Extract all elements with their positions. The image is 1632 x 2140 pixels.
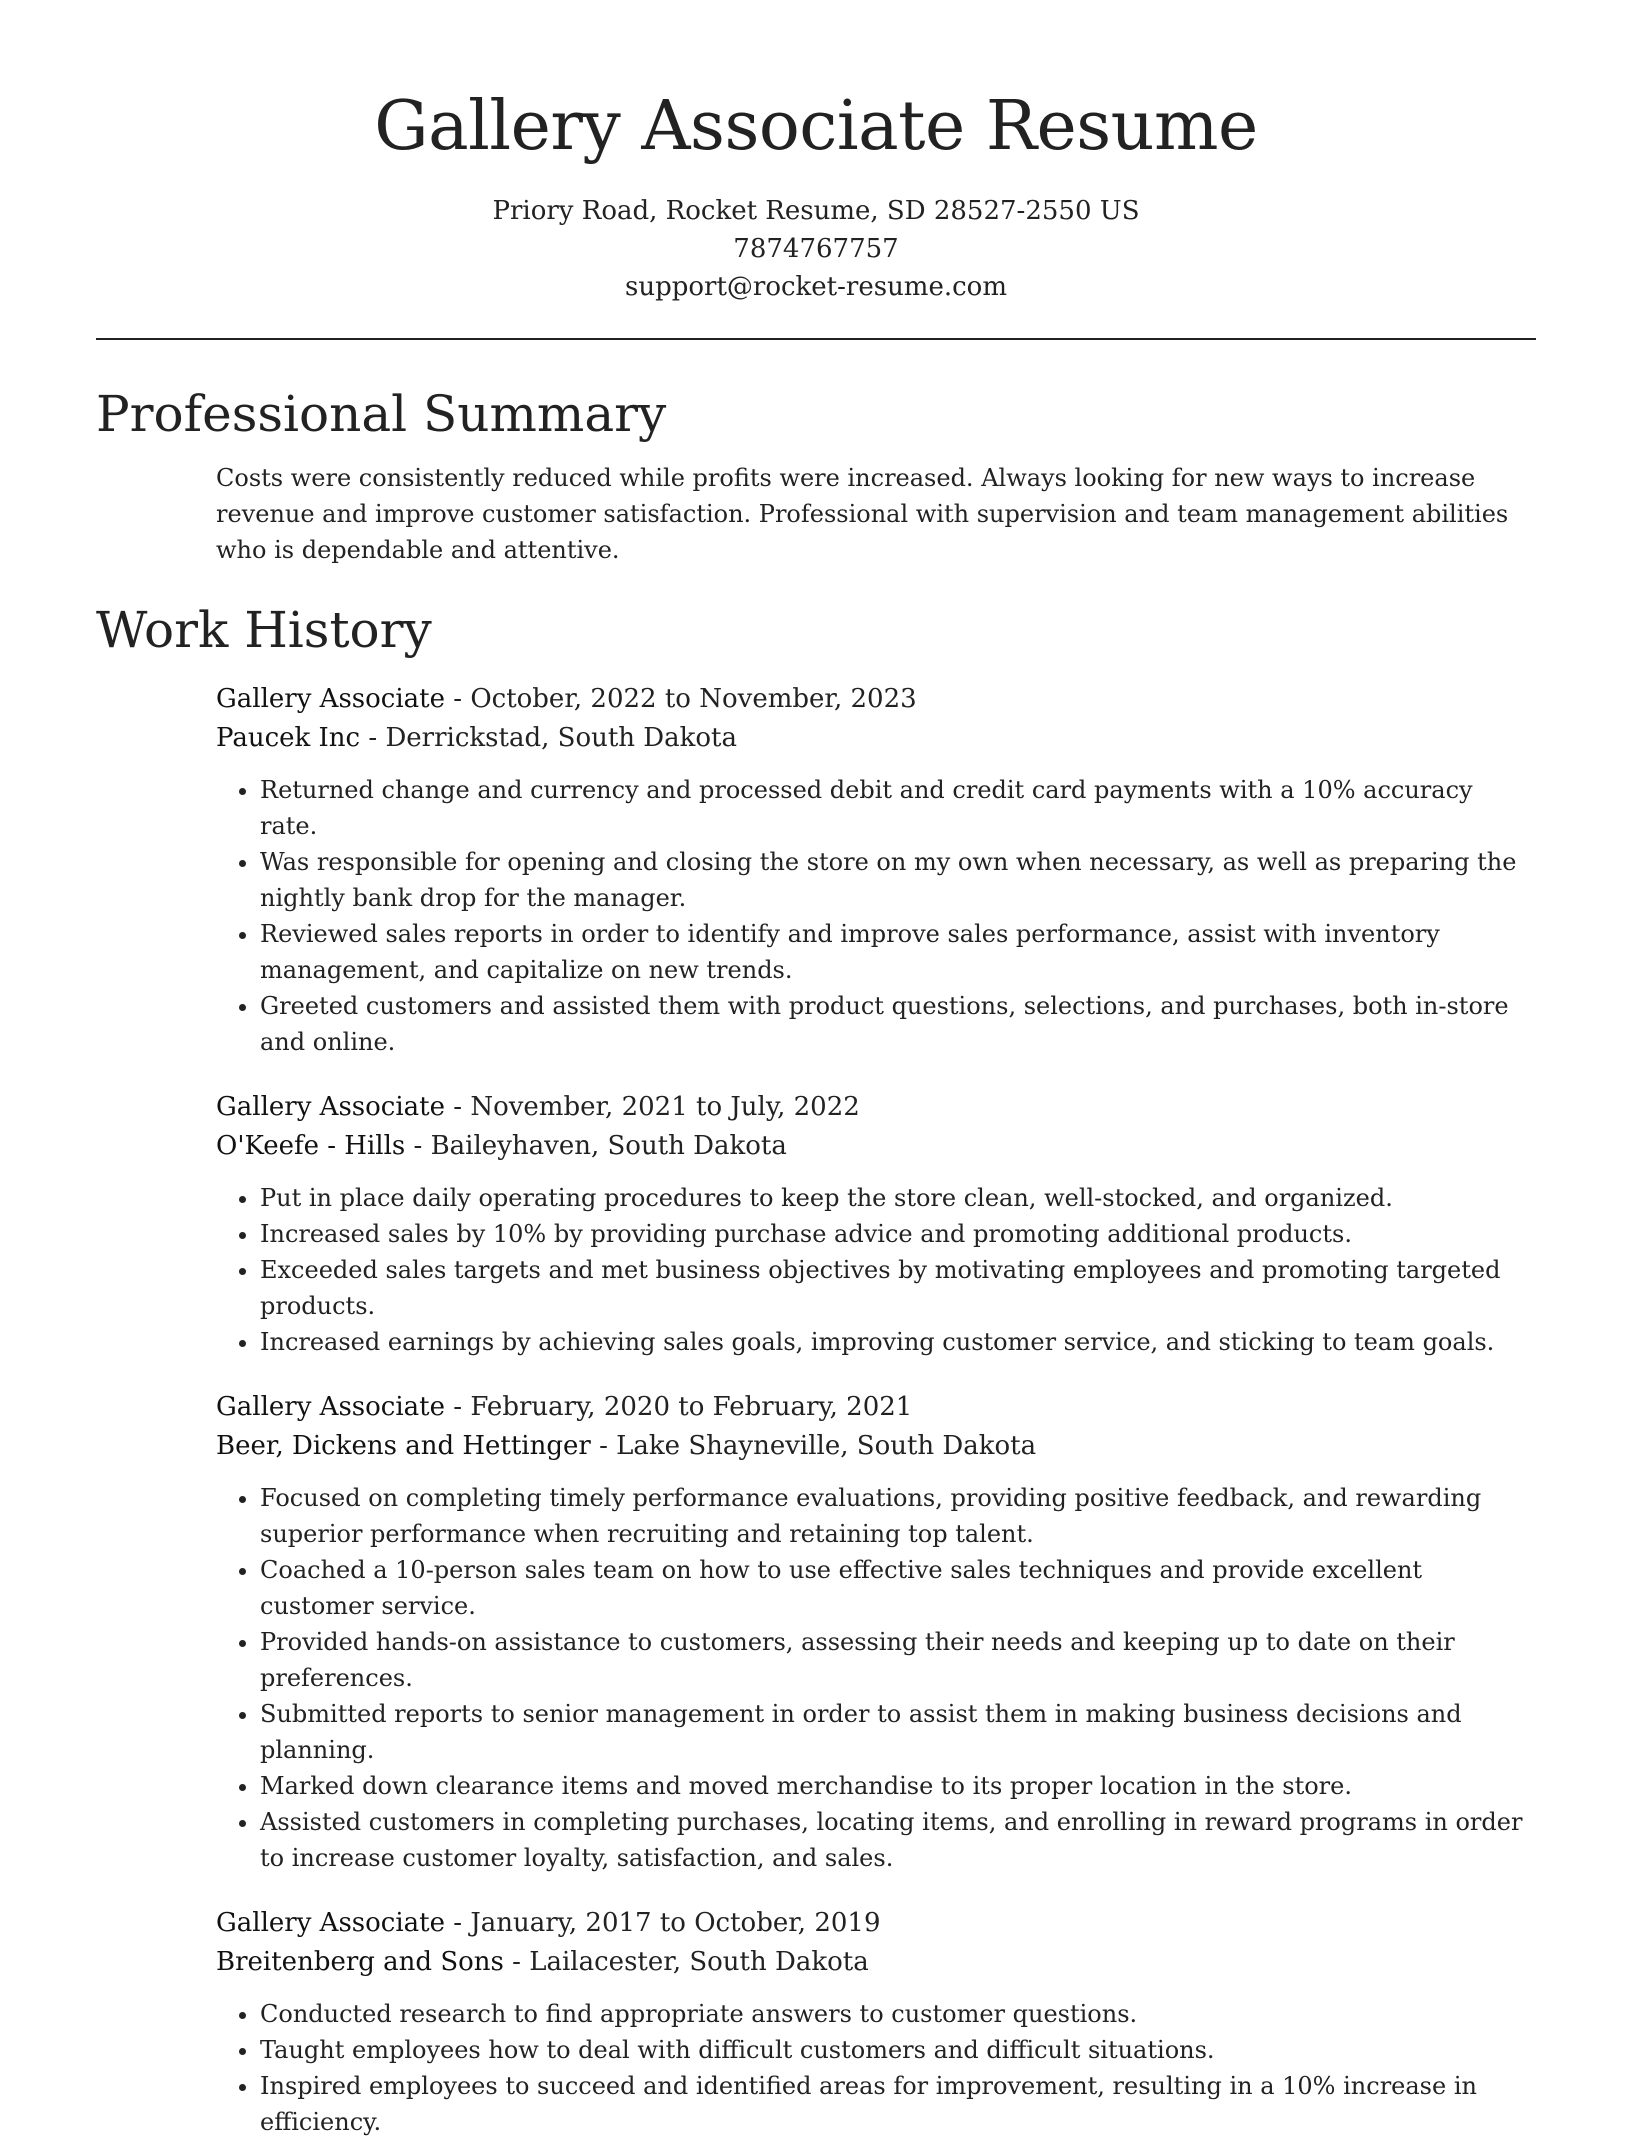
job-dates: - November, 2021 to July, 2022 — [445, 1092, 860, 1122]
job-location: - Baileyhaven, South Dakota — [405, 1131, 787, 1161]
job-title-line — [216, 1088, 1536, 1127]
job-bullets — [216, 1180, 1536, 1360]
contact-phone: 7874767757 — [733, 234, 899, 264]
job-title-line — [216, 1388, 1536, 1427]
job-company: Paucek Inc — [216, 723, 361, 753]
job-entry — [216, 1388, 1536, 1876]
contact-address: Priory Road, Rocket Resume, SD 28527-2550 US — [492, 196, 1140, 226]
job-bullet: • Conducted research to find appropriate answers to customer questions. — [260, 1996, 1536, 2032]
job-bullets — [216, 772, 1536, 1060]
job-bullet: • Put in place daily operating procedures to keep the store clean, well-stocked, and organized. — [260, 1180, 1536, 1216]
job-company-line — [216, 1427, 1536, 1466]
job-company: Breitenberg and Sons — [216, 1947, 504, 1977]
job-bullets — [216, 1480, 1536, 1876]
job-title: Gallery Associate — [216, 684, 445, 714]
job-bullet: • Inspired employees to succeed and identified areas for improvement, resulting in a 10% increase in efficiency. — [260, 2068, 1536, 2140]
job-entry — [216, 680, 1536, 1060]
job-bullet: • Assisted customers in completing purchases, locating items, and enrolling in reward programs in order to increase customer loyalty, satisfaction, and sales. — [260, 1804, 1536, 1876]
job-bullet: • Returned change and currency and processed debit and credit card payments with a 10% accuracy rate. — [260, 772, 1536, 844]
job-bullet: • Provided hands-on assistance to customers, assessing their needs and keeping up to date on their preferences. — [260, 1624, 1536, 1696]
job-bullet: • Exceeded sales targets and met business objectives by motivating employees and promoting targeted products. — [260, 1252, 1536, 1324]
job-bullet: • Coached a 10-person sales team on how to use effective sales techniques and provide excellent customer service. — [260, 1552, 1536, 1624]
job-location: - Lake Shayneville, South Dakota — [590, 1431, 1037, 1461]
header-divider — [96, 338, 1536, 340]
job-company-line — [216, 719, 1536, 758]
job-bullets — [216, 1996, 1536, 2140]
job-bullet: • Was responsible for opening and closing the store on my own when necessary, as well as preparing the nightly bank drop for the manager. — [260, 844, 1536, 916]
contact-email: support@rocket-resume.com — [624, 272, 1007, 302]
job-entry — [216, 1904, 1536, 2140]
job-title-line — [216, 680, 1536, 719]
job-title: Gallery Associate — [216, 1392, 445, 1422]
job-title: Gallery Associate — [216, 1092, 445, 1122]
job-entry — [216, 1088, 1536, 1360]
section-title-work-history: Work History — [96, 601, 432, 659]
job-bullet: • Marked down clearance items and moved merchandise to its proper location in the store. — [260, 1768, 1536, 1804]
job-bullet: • Greeted customers and assisted them with product questions, selections, and purchases, both in-store and online. — [260, 988, 1536, 1060]
job-dates: - January, 2017 to October, 2019 — [445, 1908, 881, 1938]
job-company: O'Keefe - Hills — [216, 1131, 406, 1161]
job-company-line — [216, 1127, 1536, 1166]
job-bullet: • Increased sales by 10% by providing purchase advice and promoting additional products. — [260, 1216, 1536, 1252]
job-bullet: • Reviewed sales reports in order to identify and improve sales performance, assist with inventory management, and capitalize on new trends. — [260, 916, 1536, 988]
resume-title: Gallery Associate Resume — [374, 87, 1258, 166]
job-bullet: • Focused on completing timely performance evaluations, providing positive feedback, and rewarding superior performance when recruiting and retaining top talent. — [260, 1480, 1536, 1552]
resume-header — [0, 0, 1632, 306]
job-location: - Lailacester, South Dakota — [503, 1947, 869, 1977]
job-dates: - February, 2020 to February, 2021 — [445, 1392, 913, 1422]
section-title-summary: Professional Summary — [96, 385, 667, 443]
job-title: Gallery Associate — [216, 1908, 445, 1938]
work-history-list — [216, 680, 1536, 2140]
job-company-line — [216, 1943, 1536, 1982]
summary-text: Costs were consistently reduced while profits were increased. Always looking for new ways to increase revenue and improve customer satisfaction. Professional with supervision and team management abilities who is dependable and attentive. — [216, 464, 1509, 564]
job-bullet: • Increased earnings by achieving sales goals, improving customer service, and sticking to team goals. — [260, 1324, 1536, 1360]
contact-block — [0, 192, 1632, 306]
job-bullet: • Taught employees how to deal with difficult customers and difficult situations. — [260, 2032, 1536, 2068]
job-bullet: • Submitted reports to senior management in order to assist them in making business decisions and planning. — [260, 1696, 1536, 1768]
job-company: Beer, Dickens and Hettinger — [216, 1431, 591, 1461]
job-title-line — [216, 1904, 1536, 1943]
job-dates: - October, 2022 to November, 2023 — [445, 684, 917, 714]
job-location: - Derrickstad, South Dakota — [360, 723, 737, 753]
